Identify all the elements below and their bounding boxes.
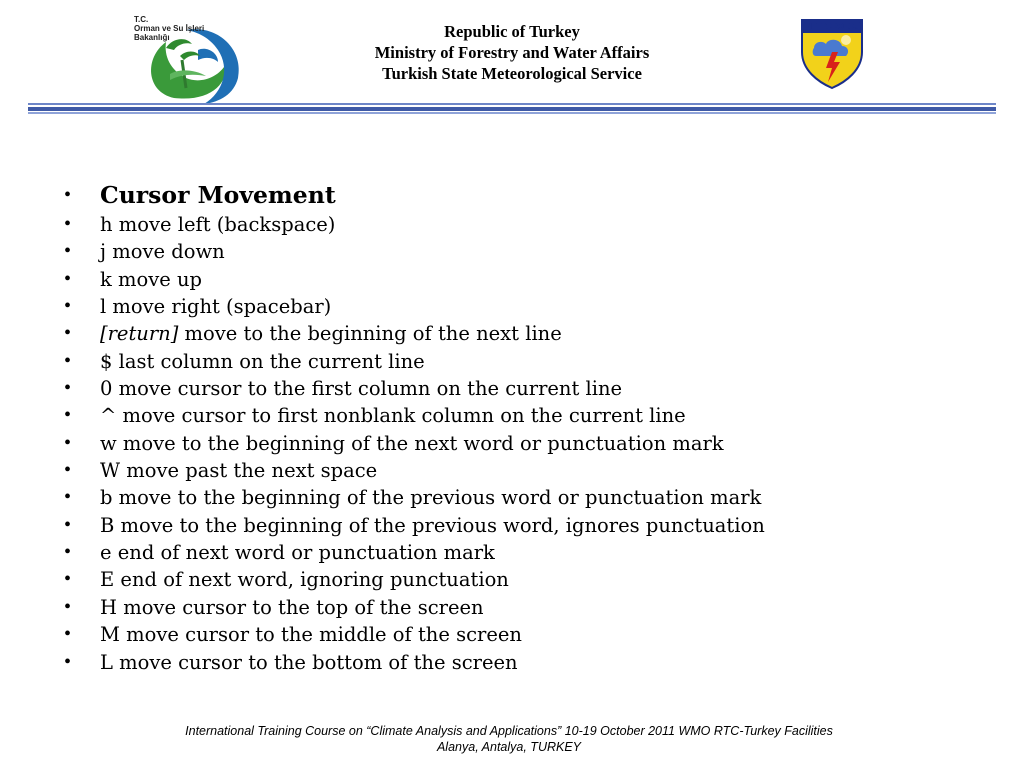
item-text: M move cursor to the middle of the screen (100, 623, 522, 647)
item-text: l move right (spacebar) (100, 295, 332, 319)
item-text: E end of next word, ignoring punctuation (100, 568, 509, 592)
header-title (312, 21, 712, 84)
item-text: move to the beginning of the next line (178, 322, 562, 346)
bullet-icon: • (64, 404, 72, 427)
list-item (64, 320, 984, 347)
header-divider (28, 107, 996, 111)
list-item (64, 348, 984, 375)
bullet-icon: • (64, 267, 72, 290)
bullet-icon: • (64, 431, 72, 454)
header-divider (28, 112, 996, 114)
item-text: b move to the beginning of the previous word or punctuation mark (100, 486, 762, 510)
bullet-icon: • (64, 213, 72, 235)
item-text: h move left (backspace) (100, 213, 336, 236)
slide-footer (100, 723, 918, 755)
list-item (64, 512, 984, 539)
item-emphasis: [return] (100, 322, 179, 346)
list-item (64, 430, 984, 457)
item-text: w move to the beginning of the next word or punctuation mark (100, 431, 724, 455)
slide-title: Cursor Movement (100, 181, 336, 209)
item-text: j move down (100, 240, 225, 264)
header-line-service: Turkish State Meteorological Service (382, 64, 642, 83)
bullet-list (64, 180, 984, 676)
header-line-country: Republic of Turkey (444, 22, 580, 41)
bullet-icon: • (64, 377, 72, 400)
ministry-logo-line: Bakanlığı (134, 33, 170, 42)
ministry-logo (126, 8, 248, 106)
list-item (64, 457, 984, 484)
bullet-icon: • (64, 295, 72, 318)
list-item (64, 266, 984, 293)
list-item (64, 484, 984, 511)
list-item (64, 649, 984, 676)
list-item (64, 293, 984, 320)
list-item (64, 375, 984, 402)
item-text: L move cursor to the bottom of the screen (100, 650, 518, 674)
header-divider (28, 103, 996, 105)
list-item (64, 621, 984, 648)
ministry-logo-line: T.C. (134, 15, 149, 24)
bullet-icon: • (64, 595, 72, 618)
bullet-icon: • (64, 541, 72, 564)
bullet-icon: • (64, 240, 72, 263)
bullet-icon: • (64, 322, 72, 345)
bullet-icon: • (64, 184, 72, 206)
bullet-icon: • (64, 349, 72, 372)
bullet-title-item (64, 180, 984, 211)
ministry-logo-line: Orman ve Su İşleri (134, 24, 205, 33)
list-item (64, 238, 984, 265)
item-text: k move up (100, 267, 203, 291)
footer-location-line: Alanya, Antalya, TURKEY (436, 740, 582, 754)
bullet-icon: • (64, 650, 72, 673)
bullet-icon: • (64, 568, 72, 591)
list-item (64, 402, 984, 429)
item-text: W move past the next space (100, 459, 378, 483)
list-item (64, 566, 984, 593)
bullet-icon: • (64, 623, 72, 646)
footer-course-line: International Training Course on “Climate Analysis and Applications” 10-19 October 2011 WMO RTC-Turkey Facilities (185, 724, 833, 738)
met-logo-label: METEOROLOJİ (805, 22, 860, 31)
bullet-icon: • (64, 486, 72, 509)
item-text: H move cursor to the top of the screen (100, 595, 484, 619)
item-text: e end of next word or punctuation mark (100, 541, 495, 565)
list-item (64, 211, 984, 238)
item-text: B move to the beginning of the previous word, ignores punctuation (100, 513, 765, 537)
item-text: ^ move cursor to first nonblank column on the current line (100, 404, 686, 428)
item-text: $ last column on the current line (100, 349, 425, 373)
met-logo (800, 18, 864, 90)
header-line-ministry: Ministry of Forestry and Water Affairs (374, 43, 650, 62)
list-item (64, 594, 984, 621)
bullet-icon: • (64, 459, 72, 482)
item-text: 0 move cursor to the first column on the current line (100, 377, 623, 401)
list-item (64, 539, 984, 566)
slide-header (0, 0, 1024, 120)
bullet-icon: • (64, 513, 72, 536)
